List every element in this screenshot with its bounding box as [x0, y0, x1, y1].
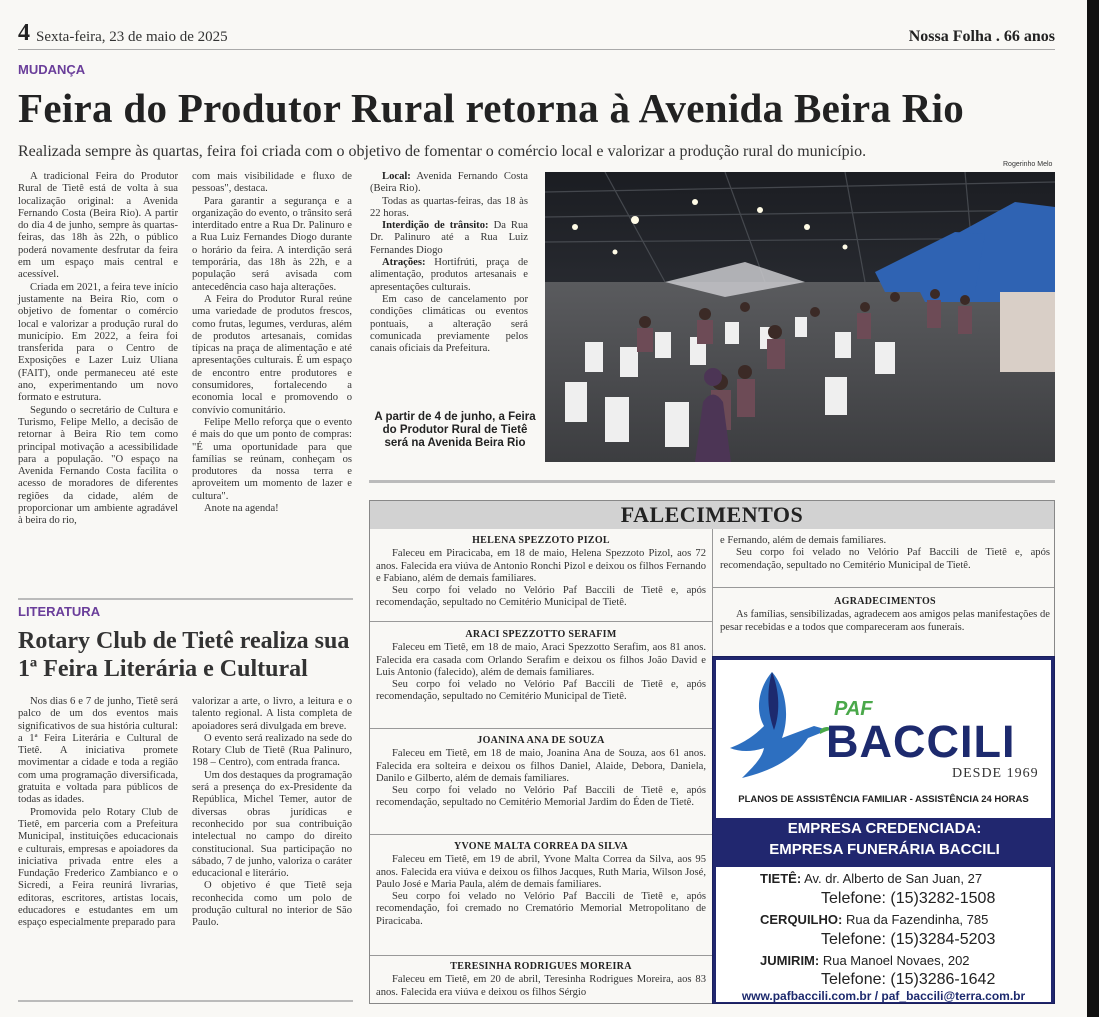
info-text: Da Rua Dr. Palinuro até a Rua Luiz Fernandes Diogo [370, 220, 528, 256]
entry-divider [370, 621, 712, 622]
entry-divider [712, 587, 1054, 588]
bottom-rule [18, 1000, 353, 1002]
obituary-text: Seu corpo foi velado no Velório Paf Baccili de Tietê e, após recomendação, sepultado no Cemitério Memorial Jardim do Éden de Tietê. [376, 785, 706, 809]
obituary-text: Faleceu em Tietê, em 18 de maio, Joanina Ana de Souza, aos 61 anos. Falecida era solteira e deixou os filhos Daniel, Alaide, Debora, Daniela, Danilo e Gilberto, além de demais familiares. [376, 748, 706, 784]
paragraph: valorizar a arte, o livro, a leitura e o talento regional. A lista completa de apoiadores será divulgada em breve. [192, 696, 352, 732]
ad-tagline: PLANOS DE ASSISTÊNCIA FAMILIAR - ASSISTÊNCIA 24 HORAS [738, 794, 1029, 805]
paragraph: Para garantir a segurança e a organização do evento, o trânsito será interditado entre a Rua Dr. Palinuro e a Rua Luiz Fernandes Diogo durante o horário da feira. A interdição será temporária, das 18h às 22h, e a população será avisada com antecedência caso haja alterações. [192, 195, 352, 293]
paragraph: Felipe Mello reforça que o evento é mais do que um ponto de compras: "É uma oportunidade para que famílias se reúnam, conheçam os produtores da nossa terra e aproveitem um momento de lazer e cultura". [192, 416, 352, 502]
info-label: Local: [382, 171, 411, 182]
obituary-name: YVONE MALTA CORREA DA SILVA [453, 841, 629, 852]
obituary-entry [376, 735, 706, 810]
scan-edge [1087, 0, 1099, 1017]
ad-logo-panel [716, 660, 1051, 818]
obituary-name: HELENA SPEZZOTO PIZOL [472, 535, 610, 546]
obituary-text: Faleceu em Tietê, em 20 de abril, Teresinha Rodrigues Moreira, aos 83 anos. Falecida era viúva e deixou os filhos Sérgio [376, 974, 706, 998]
obituary-entry [376, 961, 706, 999]
obituary-text: Seu corpo foi velado no Velório Paf Baccili de Tietê e, após recomendação, sepultado no Cemitério Municipal de Tietê. [720, 547, 1050, 571]
rotary-column-1 [18, 696, 178, 930]
obituary-entry [376, 841, 706, 928]
feira-column-2 [192, 171, 352, 515]
info-text: Hortifrúti, praça de alimentação, produtos artesanais e apresentações culturais. [370, 257, 528, 293]
city-label: CERQUILHO: [760, 912, 843, 927]
paragraph: Nos dias 6 e 7 de junho, Tietê será palco de um dos eventos mais significativos de sua história cultural: a 1ª Feira Literária e Cultural de Tietê. A iniciativa promete movimentar a cidade e toda a região com uma programação diversificada, gratuita e voltada para públicos de todas as idades. [18, 696, 178, 806]
photo-caption: A partir de 4 de junho, a Feira do Produtor Rural de Tietê será na Avenida Beira Rio [374, 411, 536, 449]
phone-number: Telefone: (15)3284-5203 [821, 931, 996, 948]
paragraph: Anote na agenda! [204, 503, 279, 515]
address: Rua da Fazendinha, 785 [842, 912, 989, 927]
paragraph: Um dos destaques da programação será a presença do ex-Presidente da República, Michel Temer, autor de diversas obras jurídicas e reconhecido por sua contribuição intelectual no campo do direito constitucional. Sua participação no sábado, 7 de junho, valoriza o caráter educacional e literário. [192, 769, 352, 880]
night-market-illustration [545, 172, 1055, 462]
paragraph: Em caso de cancelamento por condições climáticas ou eventos pontuais, a alteração será comunicada previamente pelos canais oficiais da Prefeitura. [370, 293, 528, 355]
page-number: 4 [18, 20, 30, 46]
obituary-name: JOANINA ANA DE SOUZA [477, 735, 605, 746]
baccili-advertisement [712, 656, 1055, 1004]
obituary-text: Faleceu em Tietê, em 18 de maio, Araci Spezzotto Serafim, aos 81 anos. Falecida era casada com Orlando Serafim e deixou os filhos João David e Luis Antonio (falecido), além de demais familiares. [376, 642, 706, 678]
paragraph: Promovida pelo Rotary Club de Tietê, em parceria com a Prefeitura Municipal, instituições educacionais e culturais, empresas e apoiadores da iniciativa privada entre eles a Fundação Frederico Zambianco e o Sicredi, a Feira reunirá livrarias, editoras, escritores, artistas locais, educadores e estudantes em um espaço especialmente preparado para [18, 806, 178, 929]
entry-divider [370, 955, 712, 956]
phone-number: Telefone: (15)3286-1642 [821, 971, 996, 988]
paragraph: O objetivo é que Tietê seja reconhecida como um polo de produção cultural no interior de São Paulo. [192, 880, 352, 929]
dove-logo-icon [724, 668, 834, 788]
page-header [18, 22, 1055, 50]
ad-credenciada: EMPRESA CREDENCIADA: [787, 820, 982, 837]
ad-location [760, 953, 970, 968]
agradecimentos-text: As famílias, sensibilizadas, agradecem aos amigos pelas manifestações de pesar recebidas e a todos que compareceram aos funerais. [720, 609, 1050, 633]
obituary-text: Seu corpo foi velado no Velório Paf Baccili de Tietê e, após recomendação, foi cremado no Crematório Memorial Metropolitano de Piracicaba. [376, 891, 706, 927]
ad-location [760, 871, 982, 886]
phone-number: Telefone: (15)3282-1508 [821, 890, 996, 907]
rotary-headline: Rotary Club de Tietê realiza sua 1ª Feira Literária e Cultural [18, 628, 350, 682]
obituary-entry [376, 629, 706, 704]
section-kicker-literatura: LITERATURA [18, 604, 101, 619]
main-headline: Feira do Produtor Rural retorna à Avenida Beira Rio [18, 85, 965, 131]
address: Rua Manoel Novaes, 202 [819, 953, 970, 968]
paragraph: Todas as quartas-feiras, das 18 às 22 horas. [370, 195, 528, 219]
newspaper-name: Nossa Folha . 66 anos [908, 28, 1055, 45]
obituary-entry [376, 535, 706, 610]
city-label: TIETÊ: [760, 871, 802, 886]
ad-brand-name: BACCILI [826, 716, 1016, 767]
ad-location [760, 912, 988, 927]
paragraph: A Feira do Produtor Rural reúne uma variedade de produtos frescos, como frutas, legumes, verduras, além de produtos artesanais, comidas típicas na praça de alimentação e até apresentações culturais. É um espaço de encontro entre produtores e consumidores, fortalecendo a economia local e promovendo o convívio comunitário. [192, 293, 352, 416]
issue-date: Sexta-feira, 23 de maio de 2025 [36, 29, 228, 45]
obituary-text: Seu corpo foi velado no Velório Paf Baccili de Tietê e, após recomendação, sepultado no Cemitério Municipal de Tietê. [376, 679, 706, 703]
paragraph: Criada em 2021, a feira teve início justamente na Beira Rio, com o objetivo de fomentar o comércio local e valorizar a produção rural do município. Em 2022, a feira foi transferida para o Centro de Exposições e Lazer Luiz Uliana (FAIT), onde permaneceu até este ano, experimentando um novo formato e estrutura. [18, 281, 178, 404]
agradecimentos-entry [720, 596, 1050, 634]
obituary-continuation [720, 535, 1050, 572]
entry-divider [370, 728, 712, 729]
paragraph: com mais visibilidade e fluxo de pessoas", destaca. [192, 171, 352, 195]
ad-website: www.pafbaccili.com.br / paf_baccili@terra.com.br [741, 989, 1026, 1003]
feira-photo [545, 172, 1055, 462]
ad-paf-label: PAF [834, 698, 873, 720]
main-subheadline: Realizada sempre às quartas, feira foi criada com o objetivo de fomentar o comércio local e valorizar a produção rural do município. [18, 143, 867, 160]
info-label: Interdição de trânsito: [382, 220, 489, 232]
info-text: Avenida Fernando Costa (Beira Rio). [370, 171, 528, 195]
obituary-name: TERESINHA RODRIGUES MOREIRA [450, 961, 632, 972]
feira-info-column [370, 171, 528, 355]
agradecimentos-title: AGRADECIMENTOS [834, 596, 936, 607]
obituary-text: Seu corpo foi velado no Velório Paf Baccili de Tietê e, após recomendação, sepultado no Cemitério Municipal de Tietê. [376, 585, 706, 609]
section-divider [18, 598, 353, 600]
photo-credit: Rogerinho Melo [1003, 161, 1053, 168]
paragraph: Segundo o secretário de Cultura e Turismo, Felipe Mello, a decisão de retornar à Beira Rio tem como principal motivação a acessibilidade para a população. "O espaço na Avenida Fernando Costa facilita o acesso de moradores de diferentes regiões da cidade, além de proporcionar um ambiente agradável à beira do rio, [18, 404, 178, 527]
ad-funeraria: EMPRESA FUNERÁRIA BACCILI [769, 841, 1000, 858]
obituary-text: Faleceu em Tietê, em 19 de abril, Yvone Malta Correa da Silva, aos 95 anos. Falecida era viúva e deixou os filhos Jacques, Ruth Maria, Wilson José, Paulo José e Maria Paula, além de demais familiares. [376, 854, 706, 890]
section-divider [369, 480, 1055, 483]
rotary-column-2 [192, 696, 352, 930]
info-label: Atrações: [382, 257, 426, 269]
obituary-text: e Fernando, além de demais familiares. [720, 535, 887, 546]
entry-divider [370, 834, 712, 835]
paragraph: O evento será realizado na sede do Rotary Club de Tietê (Rua Palinuro, 198 – Centro), com entrada franca. [192, 732, 352, 769]
obituary-text: Faleceu em Piracicaba, em 18 de maio, Helena Spezzoto Pizol, aos 72 anos. Falecida era viúva de Antonio Ronchi Pizol e deixou os filhos Fernando e Fabiano, além de demais familiares. [376, 548, 706, 584]
ad-since: DESDE 1969 [952, 766, 1039, 781]
section-kicker-mudanca: MUDANÇA [18, 62, 86, 77]
paragraph: A tradicional Feira do Produtor Rural de Tietê está de volta à sua localização original: a Avenida Fernando Costa (Beira Rio). A partir do dia 4 de junho, sempre às quartas-feiras, das 18h às 22h, o público poderá novamente desfrutar da feira em um espaço mais central e acessível. [18, 171, 178, 281]
falecimentos-title: FALECIMENTOS [370, 501, 1054, 529]
address: Av. dr. Alberto de San Juan, 27 [801, 871, 983, 886]
obituary-name: ARACI SPEZZOTTO SERAFIM [465, 629, 617, 640]
ad-contact-panel [716, 867, 1051, 1002]
city-label: JUMIRIM: [760, 953, 820, 968]
feira-column-1 [18, 171, 178, 528]
